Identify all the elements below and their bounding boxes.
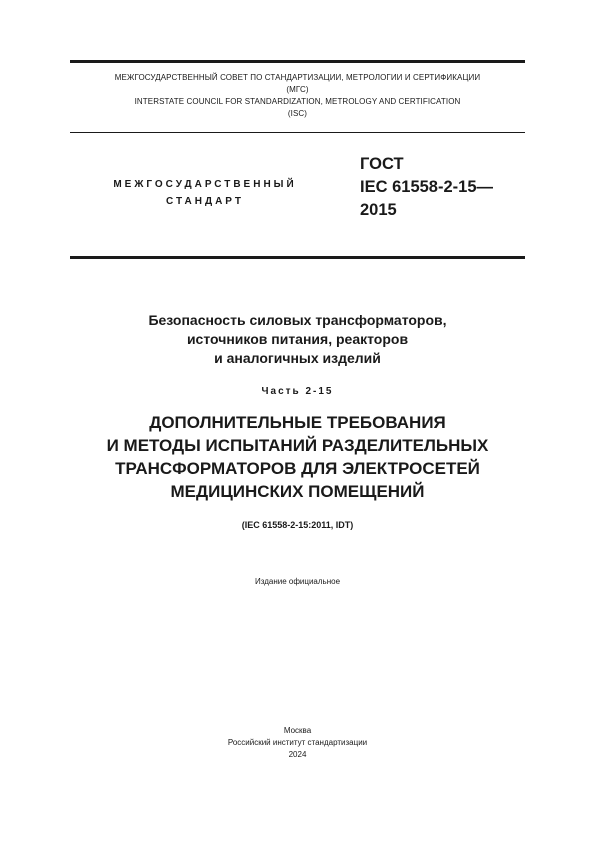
publisher-city: Москва	[283, 726, 312, 735]
gost-designation	[360, 153, 493, 222]
standard-type	[70, 176, 340, 210]
council-en-abbr: (ISC)	[287, 109, 308, 118]
top-rule	[70, 60, 525, 63]
standard-type-line1: МЕЖГОСУДАРСТВЕННЫЙ	[113, 179, 297, 190]
subtitle-line1: ДОПОЛНИТЕЛЬНЫЕ ТРЕБОВАНИЯ	[149, 413, 446, 432]
gost-number: IEC 61558-2-15—	[360, 178, 493, 196]
gost-label: ГОСТ	[360, 155, 404, 173]
bottom-rule	[70, 256, 525, 259]
title-line2: источников питания, реакторов	[186, 331, 409, 347]
council-ru-abbr: (МГС)	[286, 85, 309, 94]
middle-rule	[70, 132, 525, 133]
edition-label: Издание официальное	[254, 577, 341, 586]
part-label: Часть 2-15	[261, 386, 334, 397]
title-line3: и аналогичных изделий	[214, 350, 381, 366]
subtitle-line3: ТРАНСФОРМАТОРОВ ДЛЯ ЭЛЕКТРОСЕТЕЙ	[115, 459, 480, 478]
publisher-institute: Российский институт стандартизации	[227, 738, 368, 747]
document-subtitle	[70, 411, 525, 503]
title-line1: Безопасность силовых трансформаторов,	[148, 312, 447, 328]
publisher-block	[70, 725, 525, 761]
council-block	[70, 72, 525, 120]
document-title	[70, 311, 525, 368]
iec-reference: (IEC 61558-2-15:2011, IDT)	[241, 520, 354, 530]
council-en: INTERSTATE COUNCIL FOR STANDARDIZATION, METROLOGY AND CERTIFICATION	[134, 97, 461, 106]
council-ru: МЕЖГОСУДАРСТВЕННЫЙ СОВЕТ ПО СТАНДАРТИЗАЦИИ, МЕТРОЛОГИИ И СЕРТИФИКАЦИИ	[114, 73, 481, 82]
publisher-year: 2024	[288, 750, 307, 759]
gost-year: 2015	[360, 201, 397, 219]
standard-type-line2: СТАНДАРТ	[166, 196, 244, 207]
subtitle-line2: И МЕТОДЫ ИСПЫТАНИЙ РАЗДЕЛИТЕЛЬНЫХ	[106, 436, 489, 455]
subtitle-line4: МЕДИЦИНСКИХ ПОМЕЩЕНИЙ	[170, 482, 425, 501]
